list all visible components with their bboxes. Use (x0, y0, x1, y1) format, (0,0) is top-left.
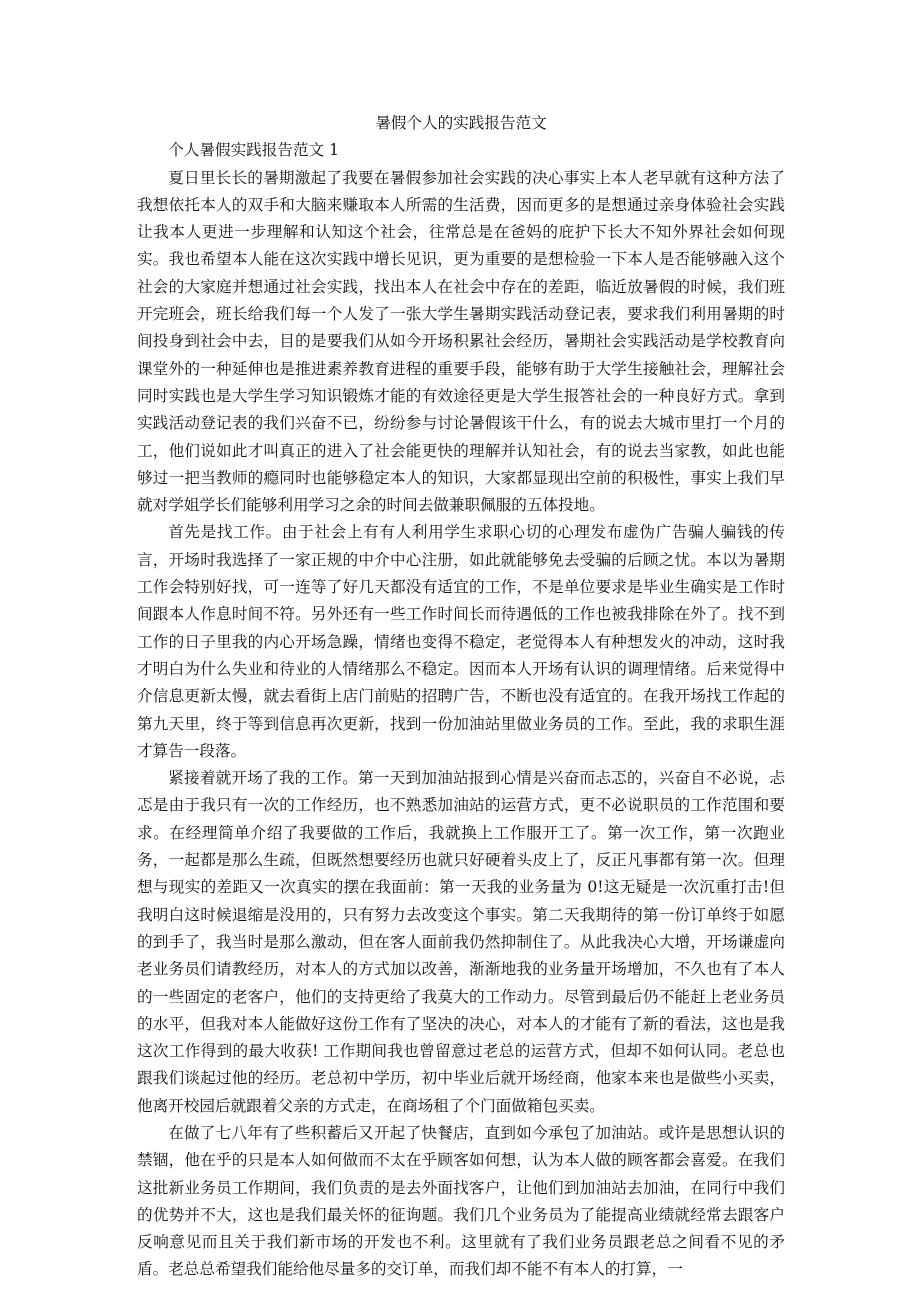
section-heading: 个人暑假实践报告范文 1 (168, 141, 340, 160)
paragraph-4: 在做了七八年有了些积蓄后又开起了快餐店，直到如今承包了加油站。或许是思想认识的禁锢，他在乎的只是本人如何做而不太在乎顾客如何想，认为本人做的顾客都会喜爱。在我们这批新业务员工作期间，我们负责的是去外面找客户，让他们到加油站去加油，在同行中我们的优势并不大，这也是我们最关怀的征询题。我们几个业务员为了能提高业绩就经常去跟客户反响意见而且关于我们新市场的开发也不利。这里就有了我们业务员跟老总之间看不见的矛盾。老总总希望我们能给他尽量多的交订单，而我们却不能不有本人的打算，一 (137, 1123, 785, 1279)
document-body (137, 110, 785, 1284)
paragraph-2: 首先是找工作。由于社会上有有人利用学生求职心切的心理发布虚伪广告骗人骗钱的传言，开场时我选择了一家正规的中介中心注册，如此就能够免去受骗的后顾之忧。本以为暑期工作会特别好找，可一连等了好几天都没有适宜的工作，不是单位要求是毕业生确实是工作时间跟本人作息时间不符。另外还有一些工作时间长而待遇低的工作也被我排除在外了。找不到工作的日子里我的内心开场急躁，情绪也变得不稳定，老觉得本人有种想发火的冲动，这时我才明白为什么失业和待业的人情绪那么不稳定。因而本人开场有认识的调理情绪。后来觉得中介信息更新太慢，就去看街上店门前贴的招聘广告，不断也没有适宜的。在我开场找工作起的第九天里，终于等到信息再次更新，找到一份加油站里做业务员的工作。至此，我的求职生涯才算告一段落。 (137, 523, 785, 760)
document-title: 暑假个人的实践报告范文 (375, 114, 547, 132)
paragraph-1: 夏日里长长的暑期激起了我要在暑假参加社会实践的决心事实上本人老早就有这种方法了我想依托本人的双手和大脑来赚取本人所需的生活费，因而更多的是想通过亲身体验社会实践让我本人更进一步理解和认知这个社会，往常总是在爸妈的庇护下长大不知外界社会如何现实。我也希望本人能在这次实践中增长见识，更为重要的是想检验一下本人是否能够融入这个社会的大家庭并想通过社会实践，找出本人在社会中存在的差距，临近放暑假的时候，我们班开完班会，班长给我们每一个人发了一张大学生暑期实践活动登记表，要求我们利用暑期的时间投身到社会中去，目的是要我们从如今开场积累社会经历，暑期社会实践活动是学校教育向课堂外的一种延伸也是推进素养教育进程的重要手段，能够有助于大学生接触社会，理解社会同时实践也是大学生学习知识锻炼才能的有效途径更是大学生报答社会的一种良好方式。拿到实践活动登记表的我们兴奋不已，纷纷参与讨论暑假该干什么，有的说去大城市里打一个月的工，他们说如此才叫真正的进入了社会能更快的理解并认知社会，有的说去当家教，如此也能够过一把当教师的瘾同时也能够稳定本人的知识，大家都显现出空前的积极性，事实上我们早就对学姐学长们能够利用学习之余的时间去做兼职佩服的五体投地。 (137, 168, 785, 515)
paragraph-3: 紧接着就开场了我的工作。第一天到加油站报到心情是兴奋而忐忑的，兴奋自不必说，忐忑是由于我只有一次的工作经历，也不熟悉加油站的运营方式，更不必说职员的工作范围和要求。在经理简单介绍了我要做的工作后，我就换上工作服开工了。第一次工作，第一次跑业务，一起都是那么生疏，但既然想要经历也就只好硬着头皮上了，反正凡事都有第一次。但理想与现实的差距又一次真实的摆在我面前：第一天我的业务量为 0!这无疑是一次沉重打击!但我明白这时候退缩是没用的，只有努力去改变这个事实。第二天我期待的第一份订单终于如愿的到手了，我当时是那么激动，但在客人面前我仍然抑制住了。从此我决心大增，开场谦虚向老业务员们请教经历，对本人的方式加以改善，渐渐地我的业务量开场增加，不久也有了本人的一些固定的老客户，他们的支持更给了我莫大的工作动力。尽管到最后仍不能赶上老业务员的水平，但我对本人能做好这份工作有了坚决的决心，对本人的才能有了新的看法，这也是我这次工作得到的最大收获! 工作期间我也曾留意过老总的运营方式，但却不如何认同。老总也跟我们谈起过他的经历。老总初中学历，初中毕业后就开场经商，他家本来也是做些小买卖，他离开校园后就跟着父亲的方式走，在商场租了个门面做箱包买卖。 (137, 769, 785, 1115)
